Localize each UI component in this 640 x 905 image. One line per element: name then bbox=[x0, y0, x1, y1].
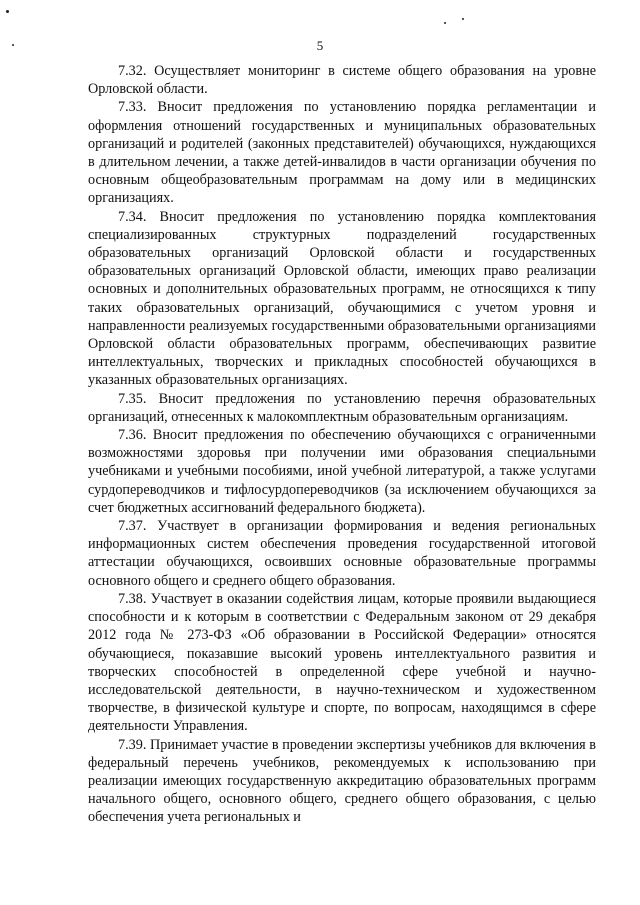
paragraph-7-35: 7.35. Вносит предложения по установлению перечня образовательных организаций, отнесенных к малокомплектным образовательным организациям. bbox=[88, 390, 596, 425]
scan-speck bbox=[6, 10, 9, 13]
paragraph-7-37: 7.37. Участвует в организации формирования и ведения региональных информационных систем обеспечения проведения государственной итоговой аттестации обучающихся, освоивших основные образовательные программы основного общего и среднего общего образования. bbox=[88, 518, 596, 589]
document-body bbox=[88, 62, 596, 827]
scan-speck bbox=[462, 18, 464, 20]
paragraph-7-32: 7.32. Осуществляет мониторинг в системе общего образования на уровне Орловской области. bbox=[88, 63, 596, 98]
paragraph-7-39: 7.39. Принимает участие в проведении экспертизы учебников для включения в федеральный перечень учебников, рекомендуемых к использованию при реализации имеющих государственную аккредитацию образовательных программ начального общего, основного общего, среднего общего образования, с целью обеспечения учета региональных и bbox=[88, 736, 596, 826]
paragraph-7-33: 7.33. Вносит предложения по установлению порядка регламентации и оформления отношений государственных и муниципальных образовательных организаций и родителей (законных представителей) обучающихся, нуждающихся в длительном лечении, а также детей-инвалидов в части организации обучения по основным общеобразовательным программам на дому или в медицинских организациях. bbox=[88, 99, 596, 207]
scan-speck bbox=[444, 22, 446, 24]
paragraph-7-34: 7.34. Вносит предложения по установлению порядка комплектования специализированных структурных подразделений государственных образовательных организаций Орловской области и государственных образовательных организаций Орловской области, имеющих право реализации основных и дополнительных образовательных программ, не относящихся к типу таких образовательных организаций, обучающимися с учетом уровня и направленности реализуемых государственными образовательными организациями Орловской области образовательных программ, обеспечивающих развитие интеллектуальных, творческих и прикладных способностей обучающихся в указанных образовательных организациях. bbox=[88, 208, 596, 389]
page-number: 5 bbox=[316, 38, 324, 53]
paragraph-7-36: 7.36. Вносит предложения по обеспечению обучающихся с ограниченными возможностями здоровья при получении ими образования специальными учебниками и учебными пособиями, иной учебной литературой, а также услугами сурдопереводчиков и тифлосурдопереводчиков (за исключением обучающихся за счет бюджетных ассигнований федерального бюджета). bbox=[88, 427, 596, 516]
paragraph-7-38: 7.38. Участвует в оказании содействия лицам, которые проявили выдающиеся способности и к которым в соответствии с Федеральным законом от 29 декабря 2012 года № 273-ФЗ «Об образовании в Российской Федерации» относятся обучающиеся, показавшие высокий уровень интеллектуального развития и творческих способностей в определенной сфере учебной и научно-исследовательской деятельности, в научно-техническом и художественном творчестве, в физической культуре и спорте, по вопросам, находящимся в сфере деятельности Управления. bbox=[88, 590, 596, 735]
